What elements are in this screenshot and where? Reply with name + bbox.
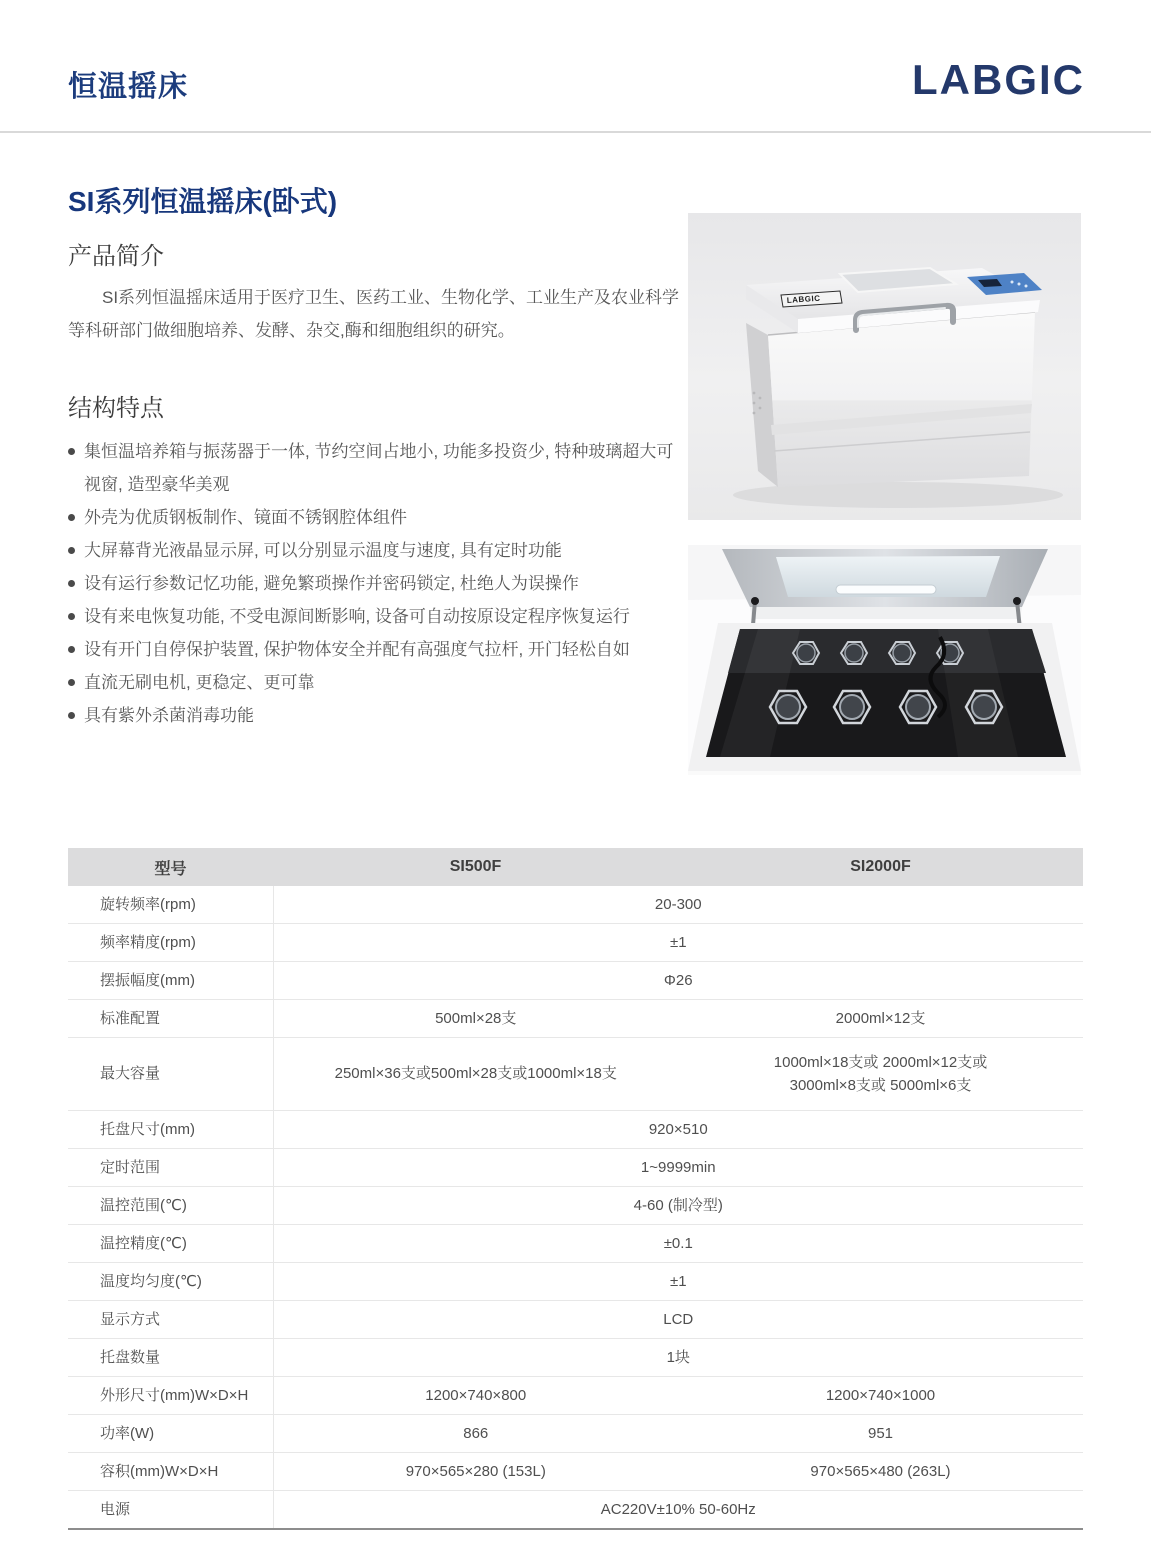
feature-item: 大屏幕背光液晶显示屏, 可以分别显示温度与速度, 具有定时功能 [68, 534, 690, 567]
product-photo-interior [688, 545, 1081, 775]
spec-row-display-type [68, 1301, 1083, 1339]
spec-label: 外形尺寸(mm)W×D×H [68, 1377, 273, 1415]
spec-label: 频率精度(rpm) [68, 924, 273, 962]
col-header-model: 型号 [68, 848, 273, 886]
spec-value: 1~9999min [273, 1149, 1083, 1187]
spec-value-si500f: 1200×740×800 [273, 1377, 678, 1415]
spec-value-line: 1000ml×18支或 2000ml×12支或 [773, 1053, 988, 1071]
spec-label: 功率(W) [68, 1415, 273, 1453]
feature-item: 直流无刷电机, 更稳定、更可靠 [68, 666, 690, 699]
feature-item: 设有运行参数记忆功能, 避免繁琐操作并密码锁定, 杜绝人为误操作 [68, 567, 690, 600]
spec-label: 温控精度(℃) [68, 1225, 273, 1263]
spec-value: Φ26 [273, 962, 1083, 1000]
spec-value-si2000f: 970×565×480 (263L) [678, 1453, 1083, 1491]
spec-row-oscillation-amplitude [68, 962, 1083, 1000]
spec-row-tray-size [68, 1111, 1083, 1149]
spec-value: 920×510 [273, 1111, 1083, 1149]
spec-row-timer-range [68, 1149, 1083, 1187]
spec-label: 最大容量 [68, 1038, 273, 1111]
intro-heading: 产品简介 [68, 243, 164, 270]
spec-table-section [68, 848, 1083, 1530]
spec-row-temp-range [68, 1187, 1083, 1225]
feature-item: 设有开门自停保护装置, 保护物体安全并配有高强度气拉杆, 开门轻松自如 [68, 633, 690, 666]
opened-lid [722, 549, 1048, 619]
spec-row-frequency-accuracy [68, 924, 1083, 962]
page-category-title: 恒温摇床 [68, 71, 189, 103]
spec-value-si2000f: 951 [678, 1415, 1083, 1453]
col-header-si500f: SI500F [273, 848, 678, 886]
spec-row-volume [68, 1453, 1083, 1491]
spec-label: 标准配置 [68, 1000, 273, 1038]
features-list [68, 435, 690, 732]
spec-row-temp-uniformity [68, 1263, 1083, 1301]
spec-label: 电源 [68, 1491, 273, 1530]
feature-item: 设有来电恢复功能, 不受电源间断影响, 设备可自动按原设定程序恢复运行 [68, 600, 690, 633]
spec-value: AC220V±10% 50-60Hz [273, 1491, 1083, 1530]
features-heading: 结构特点 [68, 395, 164, 422]
spec-label: 温控范围(℃) [68, 1187, 273, 1225]
product-photo-exterior [688, 213, 1081, 520]
brand-logo: LABGIC [912, 56, 1085, 103]
feature-item: 外壳为优质钢板制作、镜面不锈钢腔体组件 [68, 501, 690, 534]
spec-value: 1块 [273, 1339, 1083, 1377]
spec-value-si2000f [678, 1038, 1083, 1111]
spec-value: LCD [273, 1301, 1083, 1339]
spec-value-si500f: 866 [273, 1415, 678, 1453]
spec-row-rotation-frequency [68, 886, 1083, 924]
spec-value-si500f: 500ml×28支 [273, 1000, 678, 1038]
spec-value: ±0.1 [273, 1225, 1083, 1263]
spec-value-si500f: 250ml×36支或500ml×28支或1000ml×18支 [273, 1038, 678, 1111]
spec-row-tray-count [68, 1339, 1083, 1377]
spec-label: 容积(mm)W×D×H [68, 1453, 273, 1491]
spec-row-standard-config [68, 1000, 1083, 1038]
spec-label: 定时范围 [68, 1149, 273, 1187]
spec-row-max-capacity [68, 1038, 1083, 1111]
spec-value: ±1 [273, 1263, 1083, 1301]
spec-value-si2000f: 1200×740×1000 [678, 1377, 1083, 1415]
spec-value: 20-300 [273, 886, 1083, 924]
spec-row-outer-dimensions [68, 1377, 1083, 1415]
interior-photo-illustration [688, 545, 1081, 775]
spec-row-power-supply [68, 1491, 1083, 1530]
header-divider [0, 131, 1151, 133]
spec-table-header-row [68, 848, 1083, 886]
intro-paragraph: SI系列恒温摇床适用于医疗卫生、医药工业、生物化学、工业生产及农业科学等科研部门做细胞培养、发酵、杂交,酶和细胞组织的研究。 [68, 288, 680, 340]
spec-row-power [68, 1415, 1083, 1453]
spec-value: ±1 [273, 924, 1083, 962]
col-header-si2000f: SI2000F [678, 848, 1083, 886]
spec-table [68, 848, 1083, 1530]
spec-label: 托盘数量 [68, 1339, 273, 1377]
brand-plate-text: LABGIC [786, 293, 821, 305]
spec-label: 显示方式 [68, 1301, 273, 1339]
spec-value: 4-60 (制冷型) [273, 1187, 1083, 1225]
spec-value-line: 3000ml×8支或 5000ml×6支 [789, 1077, 972, 1094]
feature-item: 集恒温培养箱与振荡器于一体, 节约空间占地小, 功能多投资少, 特种玻璃超大可视窗, 造型豪华美观 [68, 435, 690, 501]
feature-item: 具有紫外杀菌消毒功能 [68, 699, 690, 732]
spec-label: 摆振幅度(mm) [68, 962, 273, 1000]
product-series-title: SI系列恒温摇床(卧式) [68, 186, 338, 217]
spec-value-si500f: 970×565×280 (153L) [273, 1453, 678, 1491]
spec-row-temp-accuracy [68, 1225, 1083, 1263]
product-photo-illustration [688, 213, 1081, 520]
spec-value-si2000f: 2000ml×12支 [678, 1000, 1083, 1038]
spec-label: 温度均匀度(℃) [68, 1263, 273, 1301]
spec-label: 旋转频率(rpm) [68, 886, 273, 924]
spec-label: 托盘尺寸(mm) [68, 1111, 273, 1149]
fluorescent-lamp [836, 585, 936, 594]
